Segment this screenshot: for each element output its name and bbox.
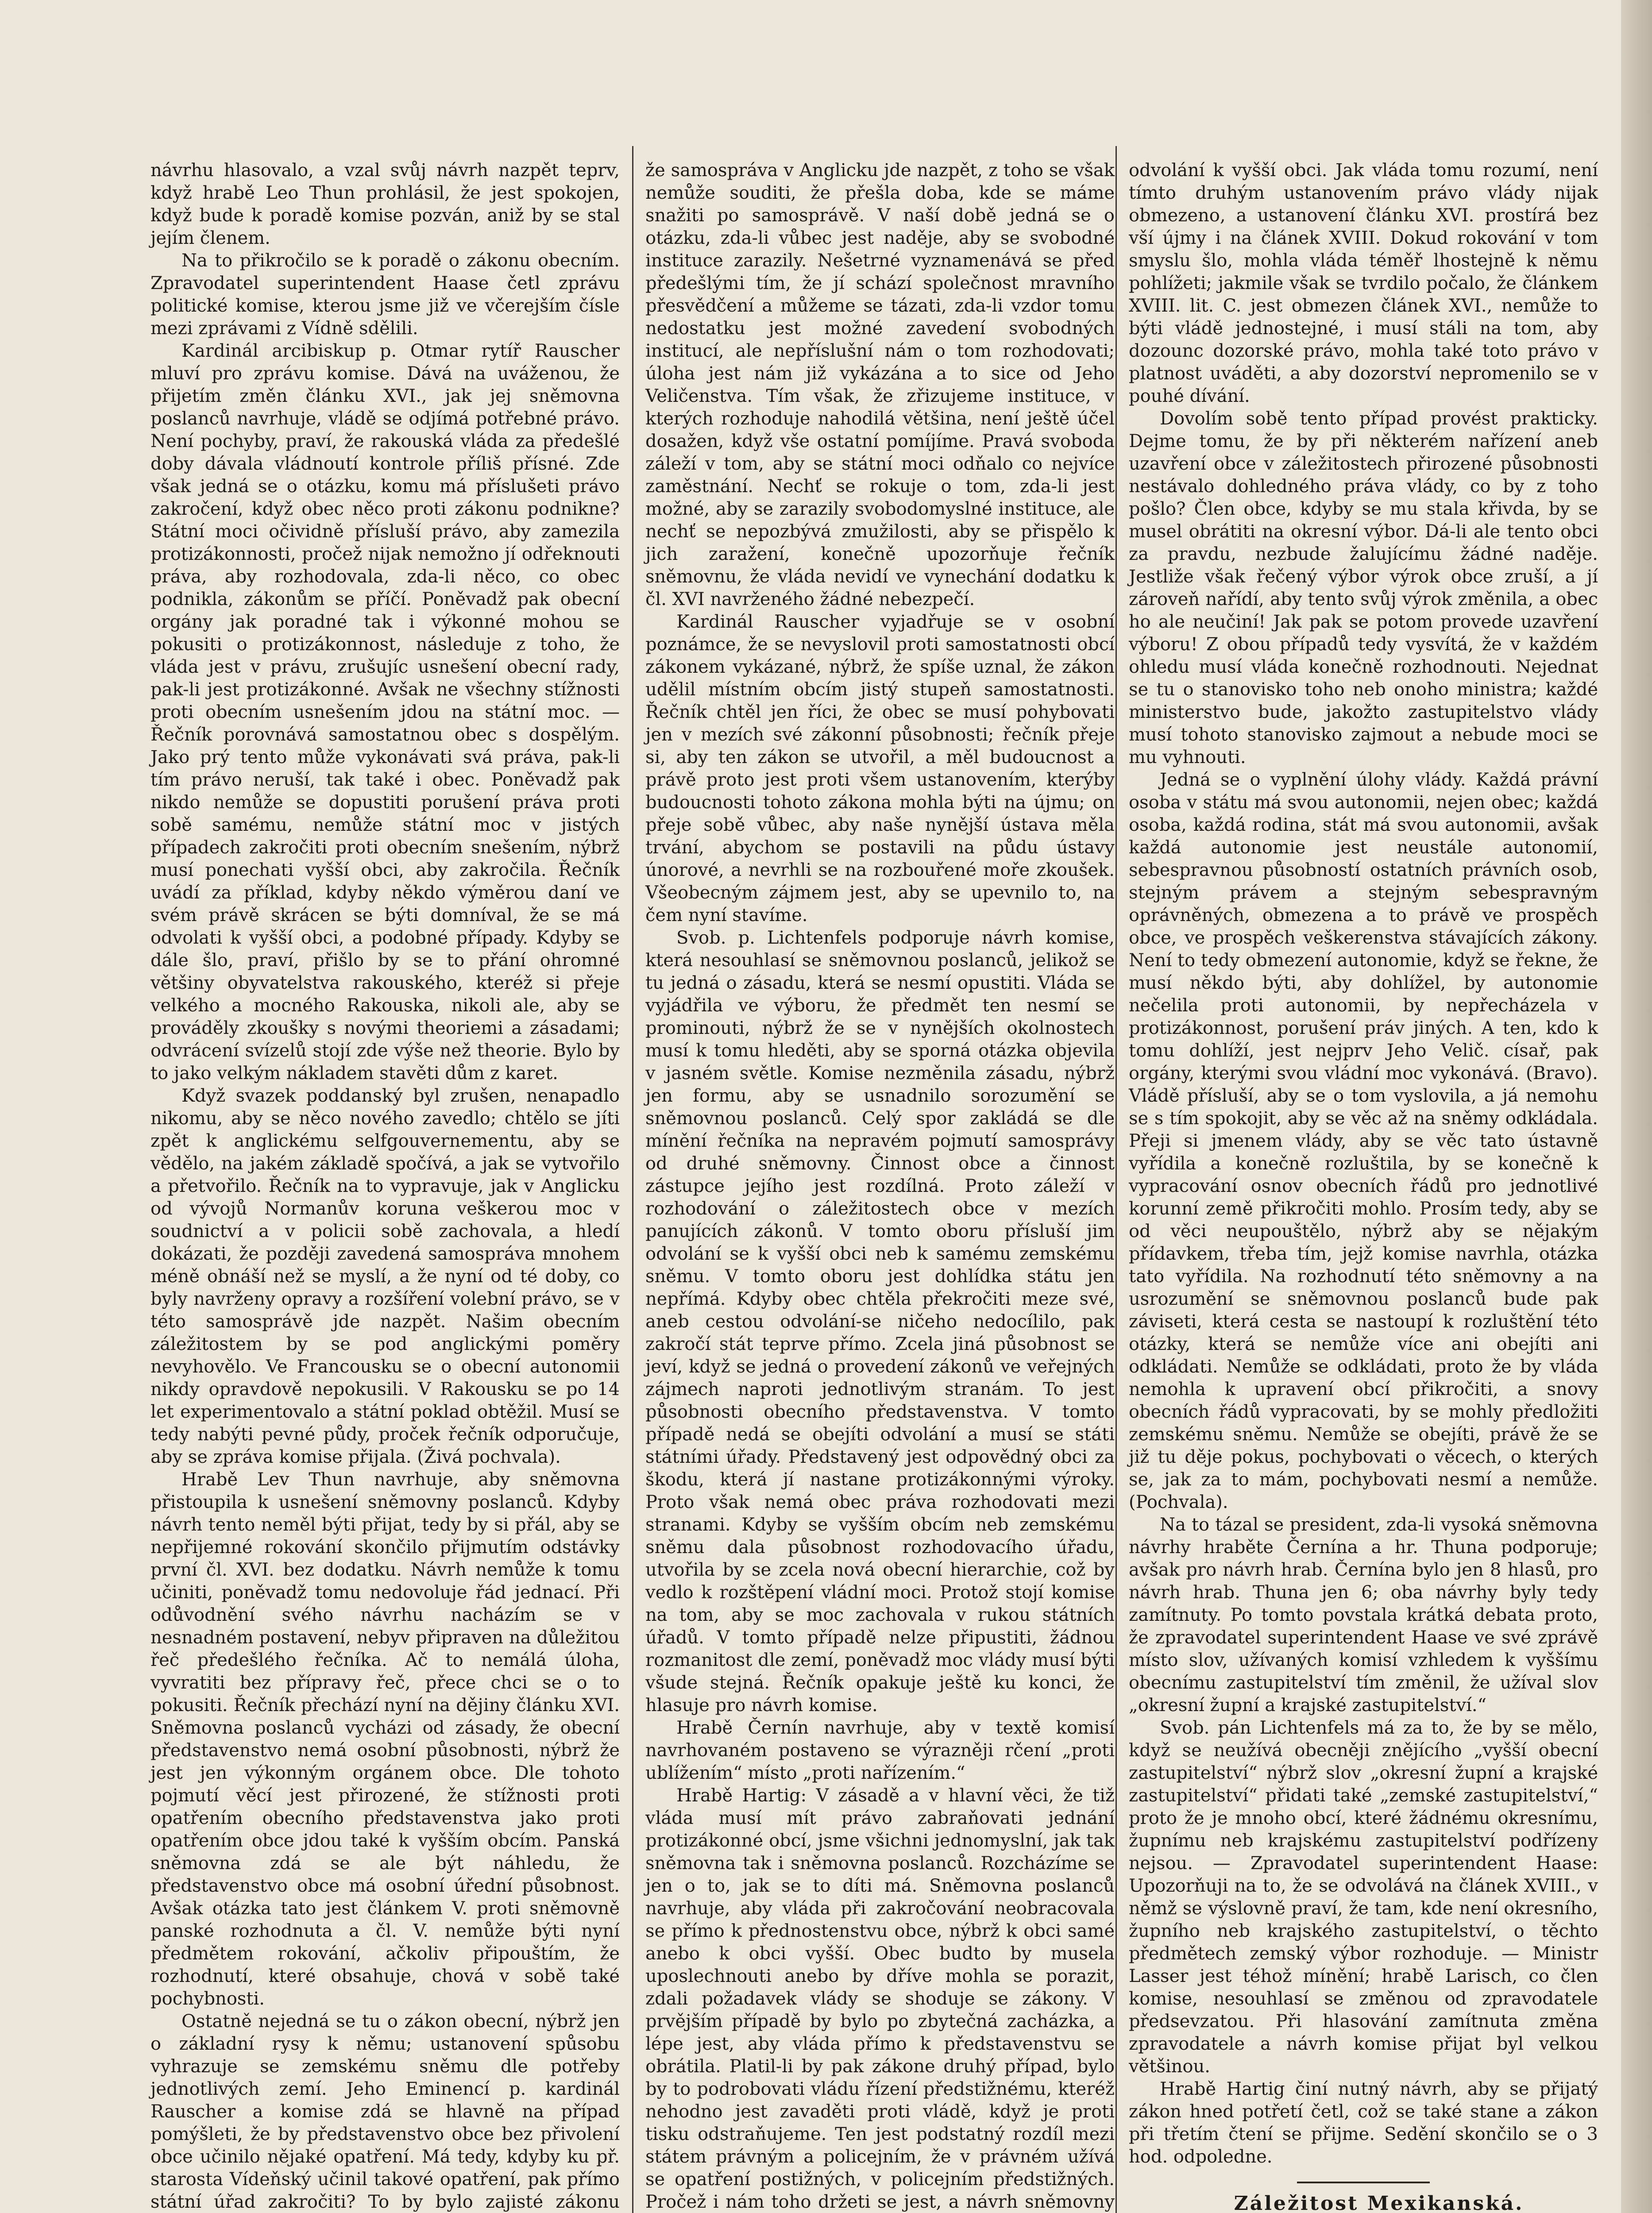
paragraph: že samospráva v Anglicku jde nazpět, z toho se však nemůže souditi, že přešla doba, kde se máme snažiti po samosprávě. V naší době jedná se o otázku, zda-li vůbec jest naděje, aby se svobodné instituce zarazily. Nešetrné vyznamenává se před předešlými tím, že jí schází společnost mravního přesvědčení a můžeme se tázati, zda-li vzdor tomu nedostatku jest možné zavedení svobodných institucí, ale nepříslušní nám o tom rozhodovati; úloha jest nám již vykázána a to sice od Jeho Veličenstva. Tím však, že zřizujeme instituce, v kterých rozhoduje nahodilá většina, není ještě účel dosažen, když vše ostatní pomíjíme. Pravá svoboda záleží v tom, aby se státní moci odňalo co nejvíce zaměstnání. Nechť se rokuje o tom, zda-li jest možné, aby se zarazily svobodomyslné instituce, ale nechť se nepozbývá zmužilosti, aby se přispělo k jich zaražení, konečně upozorňuje řečník sněmovnu, že vláda nevidí ve vynechání dodatku k čl. XVI navrženého žádné nebezpečí.: [645, 160, 1115, 609]
paragraph: Na to přikročilo se k poradě o zákonu obecním. Zpravodatel superintendent Haase četl zprávu politické komise, kterou jsme již ve včerejším čísle mezi zprávami z Vídně sdělili.: [151, 251, 620, 339]
page-edge: [1621, 0, 1652, 2213]
text-column-left: [151, 159, 620, 2213]
paragraph: Ostatně nejedná se tu o zákon obecní, nýbrž jen o základní rysy k němu; ustanovení spůsobu vyhrazuje se zemskému sněmu dle potřeby jednotlivých zemí. Jeho Eminencí p. kardinál Rauscher a komise zdá se hlavně na případ pomýšleti, že by představenstvo obce bez přivolení obce učinilo nějaké opatření. Má tedy, kdyby ku př. starosta Vídeňský učinil takové opatření, pak přímo státní úřad zakročiti? To by bylo zajisté zákonu: [151, 2011, 620, 2212]
paragraph: Svob. pán Lichtenfels má za to, že by se mělo, když se neužívá obecněji znějícího „vyšší obecní zastupitelství“ nýbrž slov „okresní župní a krajské zastupitelství“ přidati také „zemské zastupitelství,“ proto že je mnoho obcí, které žádnému okresnímu, župnímu neb krajskému zastupitelství podřízeny nejsou. — Zpravodatel superintendent Haase: Upozorňuji na to, že se odvolává na článek XVIII., v němž se výslovně praví, že tam, kde není okresního, župního neb krajského zastupitelství, o těchto předmětech zemský výbor rozhoduje. — Ministr Lasser jest téhož mínění; hrabě Larisch, co člen komise, nesouhlasí se změnou od zpravodatele předsevzatou. Při hlasování zamítnuta změna zpravodatele a návrh komise přijat byl velkou většinou.: [1129, 1718, 1598, 2077]
paragraph: Hrabě Lev Thun navrhuje, aby sněmovna přistoupila k usnešení sněmovny poslanců. Kdyby návrh tento neměl býti přijat, tedy by si přál, aby se nepřijemné rokování skončilo přijmutím odstávky první čl. XVI. bez dodatku. Návrh nemůže k tomu učiniti, poněvadž tomu nedovoluje řád jednací. Při odůvodnění svého návrhu nacházím se v nesnadném postavení, nebyv připraven na důležitou řeč předešlého řečníka. Ač to nemálá úloha, vyvratiti bez přípravy řeč, přece chci se o to pokusiti. Řečník přechází nyní na dějiny článku XVI. Sněmovna poslanců vycházi od zásady, že obecní představenstvo nemá osobní působnosti, nýbrž že jest jen výkonným orgánem obce. Dle tohoto pojmutí věcí jest přirozené, že stížnosti proti opatřením obecního představenstva jako proti opatřením obce jdou také k vyšším obcím. Panská sněmovna zdá se ale být náhledu, že představenstvo obce má osobní úřední působnost. Avšak otázka tato jest článkem V. proti sněmovně panské rozhodnuta a čl. V. nemůže býti nyní předmětem rokování, ačkoliv připouštím, že rozhodnutí, které obsahuje, chová v sobě také pochybnosti.: [151, 1469, 620, 2009]
paragraph: Když svazek poddanský byl zrušen, nenapadlo nikomu, aby se něco nového zavedlo; chtělo se jíti zpět k anglickému selfgouvernementu, aby se vědělo, na jakém základě spočívá, a jak se vytvořilo a přetvořilo. Řečník na to vypravuje, jak v Anglicku od vývojů Normanův koruna veškerou moc v soudnictví a v policii sobě zachovala, a hledí dokázati, že později zavedená samospráva mnohem méně obnáší než se myslí, a že nyní od té doby, co byly navrženy opravy a rozšíření volební právo, se v této samosprávě jde nazpět. Našim obecním záležitostem by se pod anglickými poměry nevyhovělo. Ve Francousku se o obecní autonomii nikdy opravdově nepokusili. V Rakousku se po 14 let experimentovalo a státní poklad obtěžil. Musí se tedy nabýti pevné půdy, proček řečník odporučuje, aby se zpráva komise přijala. (Živá pochvala).: [151, 1086, 620, 1467]
paragraph: Kardinál arcibiskup p. Otmar rytíř Rauscher mluví pro zprávu komise. Dává na uváženou, že přijetím změn článku XVI., jak jej sněmovna poslanců navrhuje, vládě se odjímá potřebné právo. Není pochyby, praví, že rakouská vláda za předešlé doby dávala vládnoutí kontrole příliš přísné. Zde však jedná se o otázku, komu má příslušeti právo zakročení, když obec něco proti zákonu podnikne? Státní moci očividně přísluší právo, aby zamezila protizákonnosti, pročež nijak nemožno jí odřeknouti práva, aby rozhodovala, zda-li něco, co obec podnikla, zákonům se příčí. Poněvadž pak obecní orgány jak poradné tak i výkonné mohou se pokusiti o protizákonnost, následuje z toho, že vláda jest v právu, zrušujíc usnešení obecní rady, pak-li jest protizákonné. Avšak ne všechny stížnosti proti obecním usnešením jdou na státní moc. — Řečník porovnává samostatnou obec s dospělým. Jako prý tento může vykonávati svá práva, pak-li tím právo neruší, tak také i obec. Poněvadž pak nikdo nemůže se dopustiti porušení práva proti sobě samému, nemůže státní moc v jistých případech zakročiti proti obecním snešením, nýbrž musí ponechati vyšší obci, aby zakročila. Řečník uvádí za příklad, kdyby někdo výměrou daní ve svém právě skrácen se býti domníval, že se má odvolati k vyšší obci, a podobné případy. Kdyby se dále šlo, praví, přišlo by se to přání ohromné většiny obyvatelstva rakouského, kteréž si přeje velkého a mocného Rakouska, nikoli ale, aby se prováděly zkoušky s novými theoriemi a zásadami; odvrácení svízelů stojí zde výše než theorie. Bylo by to jako velkým nákladem stavěti dům z karet.: [151, 341, 620, 1083]
column-divider: [632, 146, 633, 2213]
section-heading: Záležitost Mexikanská.: [1234, 2192, 1524, 2213]
paragraph: Dovolím sobě tento případ provést prakticky. Dejme tomu, že by při některém nařízení aneb uzavření obce v záležitostech přirozené působnosti nestávalo dohledného práva vlády, co by z toho pošlo? Člen obce, kdyby se mu stala křivda, by se musel obrátiti na okresní výbor. Dá-li ale tento obci za pravdu, nezbude žalujícímu žádné naděje. Jestliže však řečený výbor výrok obce zruší, a jí zároveň nařídí, aby tento svůj výrok změnila, a obec ho ale neučiní! Jak pak se potom provede uzavření výboru! Z obou případů tedy vysvítá, že v každém ohledu musí vláda konečně rozhodnouti. Nejednat se tu o stanovisko toho neb onoho ministra; každé ministerstvo bude, jakožto zastupitelstvo vlády musí tohoto stanovisko zajmout a nebude moci se mu vyhnouti.: [1129, 409, 1598, 767]
text-column-right: [1129, 159, 1598, 2213]
paragraph: Jedná se o vyplnění úlohy vlády. Každá právní osoba v státu má svou autonomii, nejen obec; každá osoba, každá rodina, stát má svou autonomii, avšak každá autonomie jest neustále autonomií, sebespravnou působností ostatních právních osob, stejným právem a stejným sebespravným oprávněných, obmezena a to právě ve prospěch obce, ve prospěch veškerenstva stávajících zákony. Není to tedy obmezení autonomie, když se řekne, že musí někdo býti, aby dohlížel, by autonomie nečelila proti autonomii, by nepřecházela v protizákonnost, porušení práv jiných. A ten, kdo k tomu dohlíží, jest nejprv Jeho Velič. císař, pak orgány, kterými svou vládní moc vykonává. (Bravo). Vládě přísluší, aby se o tom vyslovila, a já nemohu se s tím spokojit, aby se věc až na sněmy odkládala. Přeji si jmenem vlády, aby se věc tato ústavně vyřídila a konečně rozluštila, by se konečně k vypracování osnov obecních řádů pro jednotlivé korunní země přikročiti mohlo. Prosím tedy, aby se od věci neupouštělo, nýbrž aby se nějakým přídavkem, třeba tím, jejž komise navrhla, otázka tato vyřídila. Na rozhodnutí této sněmovny a na usrozumění se sněmovnou poslanců bude pak záviseti, která cesta se nastoupí k rozluštění této otázky, která se nemůže více ani obejíti ani odkládati. Nemůže se odkládati, proto že by vláda nemohla k upravení obcí přikročiti, a snovy obecních řádů vypracovati, by se mohly předložiti zemskému sněmu. Nemůže se obejíti, právě že se již tu děje pokus, pochybovati o věcech, o kterých se, jak za to mám, pochybovati nesmí a nemůže. (Pochvala).: [1129, 770, 1598, 1512]
paragraph: Svob. p. Lichtenfels podporuje návrh komise, která nesouhlasí se sněmovnou poslanců, jelikož se tu jedná o zásadu, která se nesmí opustiti. Vláda se vyjádřila ve výboru, že předmět ten nesmí se prominouti, nýbrž že se v nynějších okolnostech musí k tomu hleděti, aby se sporná otázka objevila v jasném světle. Komise nezměnila zásadu, nýbrž jen formu, aby se usnadnilo sorozumění se sněmovnou poslanců. Celý spor zakládá se dle mínění řečníka na nepravém pojmutí samosprávy od druhé sněmovny. Činnost obce a činnost zástupce jejího jest rozdílná. Proto záleží v rozhodování o záležitostech obce v mezích panujících zákonů. V tomto oboru přísluší jim odvolání se k vyšší obci neb k samému zemskému sněmu. V tomto oboru jest dohlídka státu jen nepřímá. Kdyby obec chtěla překročiti meze své, aneb cestou odvolání-se ničeho nedocílilo, pak zakročí stát teprve přímo. Zcela jiná působnost se jeví, když se jedná o provedení zákonů ve veřejných zájmech naproti jednotlivým stranám. To jest působnosti obecního představenstva. V tomto případě nedá se obejíti odvolání a musí se státi státními úřady. Představený jest odpovědný obci za škodu, která jí nastane protizákonnými výroky. Proto však nemá obec práva rozhodovati mezi stranami. Kdyby se vyšším obcím neb zemskému sněmu dala působnost rozhodovacího úřadu, utvořila by se zcela nová obecní hierarchie, což by vedlo k rozštěpení vládní moci. Protož stojí komise na tom, aby se moc zachovala v rukou státních úřadů. V tomto případě nelze připustiti, žádnou rozmanitost dle zemí, poněvadž moc vlády musí býti všude stejná. Řečník opakuje ještě ku konci, že hlasuje pro návrh komise.: [645, 928, 1115, 1716]
column-divider: [1115, 146, 1117, 2213]
text-column-middle: [645, 159, 1115, 2213]
paragraph: Hrabě Hartig: V zásadě a v hlavní věci, že tiž vláda musí mít právo zabraňovati jednání protizákonné obcí, jsme všichni jednomyslní, jak tak sněmovna tak i sněmovna poslanců. Rozcházíme se jen o to, jak se to díti má. Sněmovna poslanců navrhuje, aby vláda při zakročování neobracovala se přímo k přednostenstvu obce, nýbrž k obci samé anebo k obci vyšší. Obec budto by musela uposlechnouti anebo by dříve mohla se porazit, zdali požadavek vlády se shoduje se zákony. V prvějším případě by bylo po zbytečná zacházka, a lépe jest, aby vláda přímo k představenstvu se obrátila. Platil-li by pak zákone druhý případ, bylo by to podrobovati vládu řízení předstižnému, kteréž nehodno jest zavaděti proti vládě, když je proti tisku odstraňujeme. Ten jest podstatný rozdíl mezi státem právným a policejním, že v právném užívá se opatření postižných, v policejním předstižných. Pročež i nám toho držeti se jest, a návrh sněmovny: [645, 1785, 1115, 2212]
paragraph: Na to tázal se president, zda-li vysoká sněmovna návrhy hraběte Černína a hr. Thuna podporuje; avšak pro návrh hrab. Černína bylo jen 8 hlasů, pro návrh hrab. Thuna jen 6; oba návrhy byly tedy zamítnuty. Po tomto povstala krátká debata proto, že zpravodatel superintendent Haase ve své zprávě místo slov, užívaných komisí vzhledem k vyššímu obecnímu zastupitelství tím změnil, že užíval slov „okresní župní a krajské zastupitelství.“: [1129, 1515, 1598, 1716]
paragraph: Hrabě Černín navrhuje, aby v textě komisí navrhovaném postaveno se výrazněji rčení „proti ublížením“ místo „proti nařízením.“: [645, 1718, 1115, 1783]
paragraph: Hrabě Hartig činí nutný návrh, aby se přijatý zákon hned potřetí četl, což se také stane a zákon při třetím čtení se přijme. Sedění skončilo se o 3 hod. odpoledne.: [1129, 2079, 1598, 2167]
section-divider: [1297, 2182, 1430, 2183]
paragraph: návrhu hlasovalo, a vzal svůj návrh nazpět teprv, když hrabě Leo Thun prohlásil, že jest spokojen, když bude k poradě komise pozván, aniž by se stal jejím členem.: [151, 160, 620, 248]
paragraph: odvolání k vyšší obci. Jak vláda tomu rozumí, není tímto druhým ustanovením právo vlády nijak obmezeno, a ustanovení článku XVI. prostírá bez vší újmy i na článek XVIII. Dokud rokování v tom smyslu šlo, mohla vláda téměř lhostejně k němu pohlížeti; jakmile však se tvrdilo počalo, že článkem XVIII. lit. C. jest obmezen článek XVI., nemůže to býti vládě jednostejné, i musí stáli na tom, aby dozounc dozorské právo, mohla také toto právo v platnost uváděti, a aby dozorství nepromenilo se v pouhé dívání.: [1129, 160, 1598, 406]
paragraph: Kardinál Rauscher vyjadřuje se v osobní poznámce, že se nevyslovil proti samostatnosti obcí zákonem vykázané, nýbrž, že spíše uznal, že zákon udělil místním obcím jistý stupeň samostatnosti. Řečník chtěl jen říci, že obec se musí pohybovati jen v mezích své zákonní působnosti; řečník přeje si, aby ten zákon se utvořil, a měl budoucnost a právě proto jest proti všem ustanovením, kterýby budoucnosti tohoto zákona mohla býti na újmu; on přeje sobě vůbec, aby naše nynější ústava měla trvání, abychom se postavili na půdu ústavy únorové, a nevrhli se na rozbouřené moře zkoušek. Všeobecným zájmem jest, aby se upevnilo to, na čem nyní stavíme.: [645, 612, 1115, 925]
